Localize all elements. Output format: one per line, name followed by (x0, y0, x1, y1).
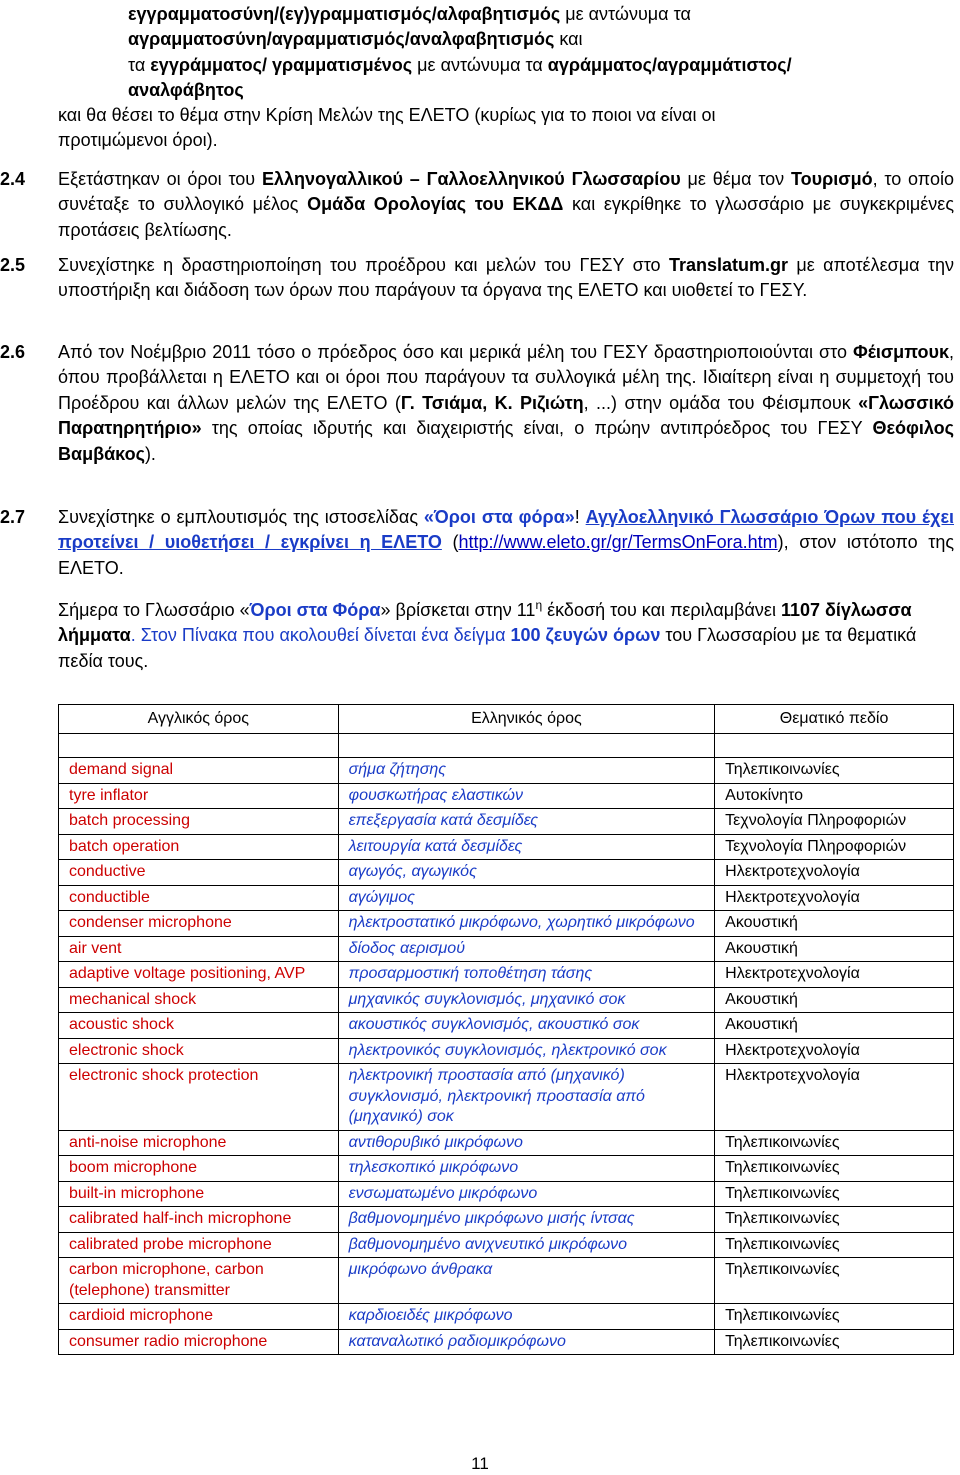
greek-term: επεξεργασία κατά δεσμίδες (338, 809, 715, 835)
text: , ...) στην ομάδα του Φέισμπουκ (583, 392, 859, 413)
text: ), στον ιστότοπο της ΕΛΕΤΟ. (58, 532, 955, 578)
column-header-greek: Ελληνικός όρος (338, 705, 715, 734)
english-term: air vent (59, 936, 339, 962)
section-2-5 (0, 253, 954, 304)
table-row (59, 987, 954, 1013)
section-2-4 (0, 167, 954, 243)
english-term: boom microphone (59, 1156, 339, 1182)
text: με αντώνυμα τα (560, 4, 691, 24)
subject-field: Τηλεπικοινωνίες (715, 1156, 954, 1182)
greek-term: ηλεκτρονικός συγκλονισμός, ηλεκτρονικό σοκ (338, 1038, 715, 1064)
subject-field: Τηλεπικοινωνίες (715, 1181, 954, 1207)
subject-field: Ηλεκτροτεχνολογία (715, 1064, 954, 1131)
section-2-6 (0, 340, 954, 467)
text: και εγκρίθηκε το γλωσσάριο με συγκεκριμένες προτάσεις βελτίωσης. (58, 194, 954, 240)
member-name: Ομάδα Ορολογίας του ΕΚΔΔ (307, 194, 564, 215)
greek-term: λειτουργία κατά δεσμίδες (338, 834, 715, 860)
text: και (554, 29, 583, 50)
term-illiteracy: αγραμματοσύνη/αγραμματισμός/αναλφαβητισμός (128, 29, 555, 50)
english-term: tyre inflator (59, 783, 339, 809)
english-term: cardioid microphone (59, 1304, 339, 1330)
english-term: conductive (59, 860, 339, 886)
table-row (59, 1064, 954, 1131)
english-term: adaptive voltage positioning, AVP (59, 962, 339, 988)
english-term: electronic shock (59, 1038, 339, 1064)
topic: Τουρισμό (790, 169, 873, 189)
text: με αποτέλεσμα την υποστήριξη και διάδοση των όρων που παράγουν τα όργανα της ΕΛΕΤΟ και υιοθετεί το ΓΕΣΥ. (58, 255, 954, 301)
english-term: batch operation (59, 834, 339, 860)
section-number: 2.5 (0, 255, 26, 275)
subject-field: Τηλεπικοινωνίες (715, 1329, 954, 1355)
today-paragraph (58, 593, 958, 674)
table-row (59, 1232, 954, 1258)
section-number: 2.4 (0, 169, 26, 189)
text: με θέμα τον (680, 169, 791, 189)
greek-term: ηλεκτροστατικό μικρόφωνο, χωρητικό μικρόφωνο (338, 911, 715, 937)
table-row (59, 783, 954, 809)
table-row (59, 911, 954, 937)
term-illiterate: αγράμματος/αγραμμάτιστος/ (547, 54, 792, 75)
text: προτιμώμενοι όροι). (58, 130, 218, 151)
site-name: Translatum.gr (668, 255, 788, 275)
greek-term: προσαρμοστική τοποθέτηση τάσης (338, 962, 715, 988)
intro-bold-lines (128, 2, 948, 104)
subject-field: Τηλεπικοινωνίες (715, 758, 954, 784)
text: , το οποίο συνέταξε το συλλογικό μέλος (58, 169, 954, 215)
text: και θα θέσει το θέμα στην Κρίση Μελών της ΕΛΕΤΟ (κυρίως για το ποιοι να είναι οι (58, 105, 716, 125)
english-term: calibrated half-inch microphone (59, 1207, 339, 1233)
greek-term: φουσκωτήρας ελαστικών (338, 783, 715, 809)
greek-term: σήμα ζήτησης (338, 758, 715, 784)
text: ! (574, 507, 586, 527)
facebook-name: Φέισμπουκ (852, 342, 949, 362)
english-term: anti-noise microphone (59, 1130, 339, 1156)
greek-term: βαθμονομημένο μικρόφωνο μισής ίντσας (338, 1207, 715, 1233)
table-row (59, 860, 954, 886)
table-row (59, 936, 954, 962)
superscript: η (535, 598, 543, 612)
text: , όπου προβάλλεται η ΕΛΕΤΟ και οι όροι που παράγουν τα συλλογικά μέλη της. (58, 342, 954, 388)
subject-field: Τηλεπικοινωνίες (715, 1207, 954, 1233)
table-row (59, 758, 954, 784)
text: Ιδιαίτερη είναι η συμμετοχή του Προέδρου και άλλων μελών της ΕΛΕΤΟ ( (58, 367, 955, 413)
table-row (59, 1130, 954, 1156)
table-row (59, 1013, 954, 1039)
greek-term: ενσωματωμένο μικρόφωνο (338, 1181, 715, 1207)
text: Από τον Νοέμβριο 2011 τόσο ο πρόεδρος όσο και μερικά μέλη του ΓΕΣΥ δραστηριοποιούνται στο (58, 342, 853, 362)
table-row (59, 962, 954, 988)
subject-field: Τηλεπικοινωνίες (715, 1304, 954, 1330)
subject-field: Ηλεκτροτεχνολογία (715, 860, 954, 886)
text: τα (128, 54, 151, 75)
table-row (59, 1258, 954, 1304)
greek-term: αντιθορυβικό μικρόφωνο (338, 1130, 715, 1156)
glossary-link[interactable]: http://www.eleto.gr/gr/TermsOnFora.htm (458, 532, 778, 553)
english-term: acoustic shock (59, 1013, 339, 1039)
subject-field: Ηλεκτροτεχνολογία (715, 962, 954, 988)
intro-conclusion (58, 103, 958, 154)
english-term: carbon microphone, carbon (telephone) transmitter (59, 1258, 339, 1304)
greek-term: δίοδος αερισμού (338, 936, 715, 962)
section-2-7 (0, 505, 954, 581)
subject-field: Τεχνολογία Πληροφοριών (715, 834, 954, 860)
text: Σήμερα το Γλωσσάριο « (58, 600, 250, 620)
greek-term: μηχανικός συγκλονισμός, μηχανικό σοκ (338, 987, 715, 1013)
subject-field: Ακουστική (715, 1013, 954, 1039)
subject-field: Ακουστική (715, 936, 954, 962)
text: της οποίας ιδρυτής και διαχειριστής είναι, ο πρώην αντιπρόεδρος του ΓΕΣΥ (201, 418, 873, 439)
greek-term: τηλεσκοπικό μικρόφωνο (338, 1156, 715, 1182)
column-header-field: Θεματικό πεδίο (715, 705, 954, 734)
text: . Στον Πίνακα που ακολουθεί δίνεται ένα δείγμα (130, 625, 511, 646)
greek-term: αγώγιμος (338, 885, 715, 911)
column-header-english: Αγγλικός όρος (59, 705, 339, 734)
text: έκδοσή του και περιλαμβάνει (542, 600, 781, 620)
entry-count: 1107 δίγλωσσα λήμματα (58, 600, 912, 646)
greek-term: αγωγός, αγωγικός (338, 860, 715, 886)
text: με αντώνυμα τα (412, 54, 548, 75)
page-number: 11 (471, 1454, 489, 1473)
english-term: conductible (59, 885, 339, 911)
glossary-table (58, 704, 954, 1355)
table-row (59, 1304, 954, 1330)
table-row (59, 809, 954, 835)
subject-field: Αυτοκίνητο (715, 783, 954, 809)
table-row (59, 885, 954, 911)
subject-field: Ακουστική (715, 987, 954, 1013)
english-term: built-in microphone (59, 1181, 339, 1207)
english-term: condenser microphone (59, 911, 339, 937)
table-row (59, 1156, 954, 1182)
founder-name: Θεόφιλος Βαμβάκος (58, 418, 954, 464)
member-names: Γ. Τσιάμα, Κ. Ριζιώτη (400, 392, 584, 413)
glossary-name: Ελληνογαλλικού – Γαλλοελληνικού Γλωσσαρίου (261, 169, 681, 189)
english-term: batch processing (59, 809, 339, 835)
subject-field: Ηλεκτροτεχνολογία (715, 885, 954, 911)
glossary-title: Αγγλοελληνικό Γλωσσάριο Όρων που έχει προτείνει / υιοθετήσει / εγκρίνει η ΕΛΕΤΟ (58, 507, 955, 553)
term-literate: εγγράμματος/ γραμματισμένος (150, 54, 413, 75)
text: του Γλωσσαρίου με τα θεματικά πεδία τους. (58, 625, 917, 671)
greek-term: ακουστικός συγκλονισμός, ακουστικό σοκ (338, 1013, 715, 1039)
subject-field: Τηλεπικοινωνίες (715, 1232, 954, 1258)
greek-term: καταναλωτικό ραδιομικρόφωνο (338, 1329, 715, 1355)
table-row (59, 1329, 954, 1355)
term-literacy: εγγραμματοσύνη/(εγ)γραμματισμός/αλφαβητισμός (128, 4, 561, 24)
english-term: demand signal (59, 758, 339, 784)
text: ( (441, 532, 459, 553)
english-term: calibrated probe microphone (59, 1232, 339, 1258)
greek-term: καρδιοειδές μικρόφωνο (338, 1304, 715, 1330)
text: ). (144, 443, 156, 464)
greek-term: βαθμονομημένο ανιχνευτικό μικρόφωνο (338, 1232, 715, 1258)
subject-field: Ηλεκτροτεχνολογία (715, 1038, 954, 1064)
table-header-row (59, 705, 954, 734)
subject-field: Ακουστική (715, 911, 954, 937)
section-number: 2.7 (0, 507, 26, 527)
greek-term: ηλεκτρονική προστασία από (μηχανικό) συγκλονισμό, ηλεκτρονική προστασία από (μηχανικό) σοκ (338, 1064, 715, 1131)
glossary-name: Όροι στα Φόρα (249, 600, 381, 620)
group-name: «Γλωσσικό Παρατηρητήριο» (58, 392, 954, 439)
subject-field: Τηλεπικοινωνίες (715, 1130, 954, 1156)
table-row (59, 834, 954, 860)
english-term: consumer radio microphone (59, 1329, 339, 1355)
greek-term: μικρόφωνο άνθρακα (338, 1258, 715, 1304)
term-analphabetic: αναλφάβητος (128, 80, 244, 101)
english-term: mechanical shock (59, 987, 339, 1013)
table-row (59, 1207, 954, 1233)
text: Συνεχίστηκε ο εμπλουτισμός της ιστοσελίδας (58, 507, 424, 527)
text: Συνεχίστηκε η δραστηριοποίηση του προέδρου και μελών του ΓΕΣΥ στο (58, 255, 669, 275)
english-term: electronic shock protection (59, 1064, 339, 1131)
sample-count: 100 ζευγών όρων (510, 625, 661, 646)
subject-field: Τηλεπικοινωνίες (715, 1258, 954, 1304)
table-row (59, 1181, 954, 1207)
table-spacer-row (59, 734, 954, 758)
table-row (59, 1038, 954, 1064)
page-name: «Όροι στα φόρα» (423, 507, 575, 527)
text: » βρίσκεται στην 11 (380, 600, 536, 620)
section-number: 2.6 (0, 342, 26, 362)
subject-field: Τεχνολογία Πληροφοριών (715, 809, 954, 835)
text: Εξετάστηκαν οι όροι του (58, 169, 262, 189)
